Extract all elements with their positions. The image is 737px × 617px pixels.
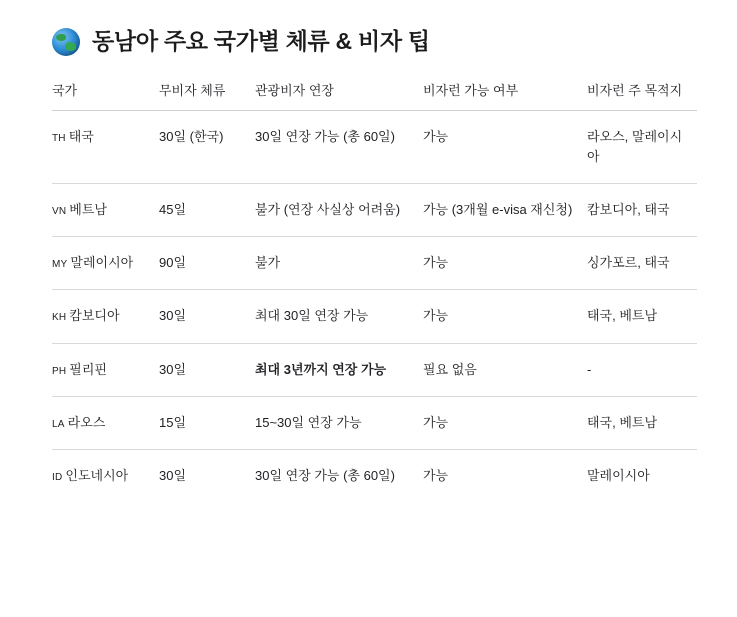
table-row	[52, 237, 697, 290]
table-row	[52, 449, 697, 502]
cell-destinations: 캄보디아, 태국	[587, 184, 697, 237]
table-row	[52, 184, 697, 237]
country-code: ID	[52, 471, 63, 483]
cell-visa-run: 가능 (3개월 e-visa 재신청)	[423, 184, 587, 237]
country-name: 말레이시아	[70, 255, 134, 271]
cell-country	[52, 396, 159, 449]
cell-visa-free: 30일	[159, 467, 187, 483]
cell-extension: 30일 연장 가능 (총 60일)	[255, 110, 423, 183]
cell-extension: 최대 3년까지 연장 가능	[255, 343, 423, 396]
cell-visa-free: 30일	[159, 290, 255, 343]
cell-country	[52, 237, 159, 290]
column-header-visa-free: 무비자 체류	[159, 82, 255, 110]
country-name: 베트남	[69, 202, 107, 218]
cell-extension: 불가	[255, 237, 423, 290]
country-code: LA	[52, 418, 65, 430]
table-header	[52, 82, 697, 110]
country-name: 라오스	[67, 414, 106, 430]
cell-visa-run: 가능	[423, 396, 587, 449]
country-code: MY	[52, 259, 68, 271]
page-title: 동남아 주요 국가별 체류 & 비자 팁	[92, 28, 430, 55]
table-row	[52, 110, 697, 183]
cell-country	[52, 110, 159, 183]
country-name: 인도네시아	[65, 467, 129, 483]
column-header-destinations: 비자런 주 목적지	[587, 82, 697, 110]
cell-visa-run: 필요 없음	[423, 343, 587, 396]
cell-destinations: 싱가포르, 태국	[587, 237, 697, 290]
cell-visa-free: 15일	[159, 396, 255, 449]
country-name: 캄보디아	[69, 308, 120, 324]
column-header-visa-run: 비자런 가능 여부	[423, 82, 587, 110]
table-row	[52, 290, 697, 343]
column-header-country: 국가	[52, 82, 159, 110]
country-code: VN	[52, 206, 67, 218]
cell-country	[52, 184, 159, 237]
page-title-row	[52, 28, 695, 56]
cell-destinations: 태국, 베트남	[587, 290, 697, 343]
country-code: KH	[52, 312, 67, 324]
cell-country	[52, 290, 159, 343]
cell-visa-run: 가능	[423, 467, 449, 483]
cell-extension: 최대 30일 연장 가능	[255, 290, 423, 343]
cell-extension: 30일 연장 가능 (총 60일)	[255, 467, 395, 483]
cell-visa-free: 90일	[159, 237, 255, 290]
cell-visa-run: 가능	[423, 237, 587, 290]
country-name: 태국	[68, 128, 94, 144]
table-row	[52, 396, 697, 449]
cell-visa-run: 가능	[423, 110, 587, 183]
cell-destinations: 태국, 베트남	[587, 396, 697, 449]
column-header-extension: 관광비자 연장	[255, 82, 423, 110]
table-body	[52, 110, 697, 502]
cell-extension: 불가 (연장 사실상 어려움)	[255, 184, 423, 237]
table-header-row	[52, 82, 697, 110]
country-code: PH	[52, 365, 67, 377]
country-name: 필리핀	[69, 361, 107, 377]
cell-destinations: 말레이시아	[587, 467, 650, 483]
cell-country	[52, 449, 159, 502]
visa-table	[52, 82, 697, 502]
globe-icon	[52, 28, 80, 56]
cell-destinations: -	[587, 343, 697, 396]
table-row	[52, 343, 697, 396]
cell-visa-free: 30일	[159, 343, 255, 396]
cell-visa-free: 45일	[159, 184, 255, 237]
country-code: TH	[52, 132, 66, 144]
cell-visa-run: 가능	[423, 290, 587, 343]
cell-country	[52, 343, 159, 396]
cell-extension: 15~30일 연장 가능	[255, 396, 423, 449]
cell-destinations: 라오스, 말레이시아	[587, 110, 697, 183]
cell-visa-free: 30일 (한국)	[159, 110, 255, 183]
